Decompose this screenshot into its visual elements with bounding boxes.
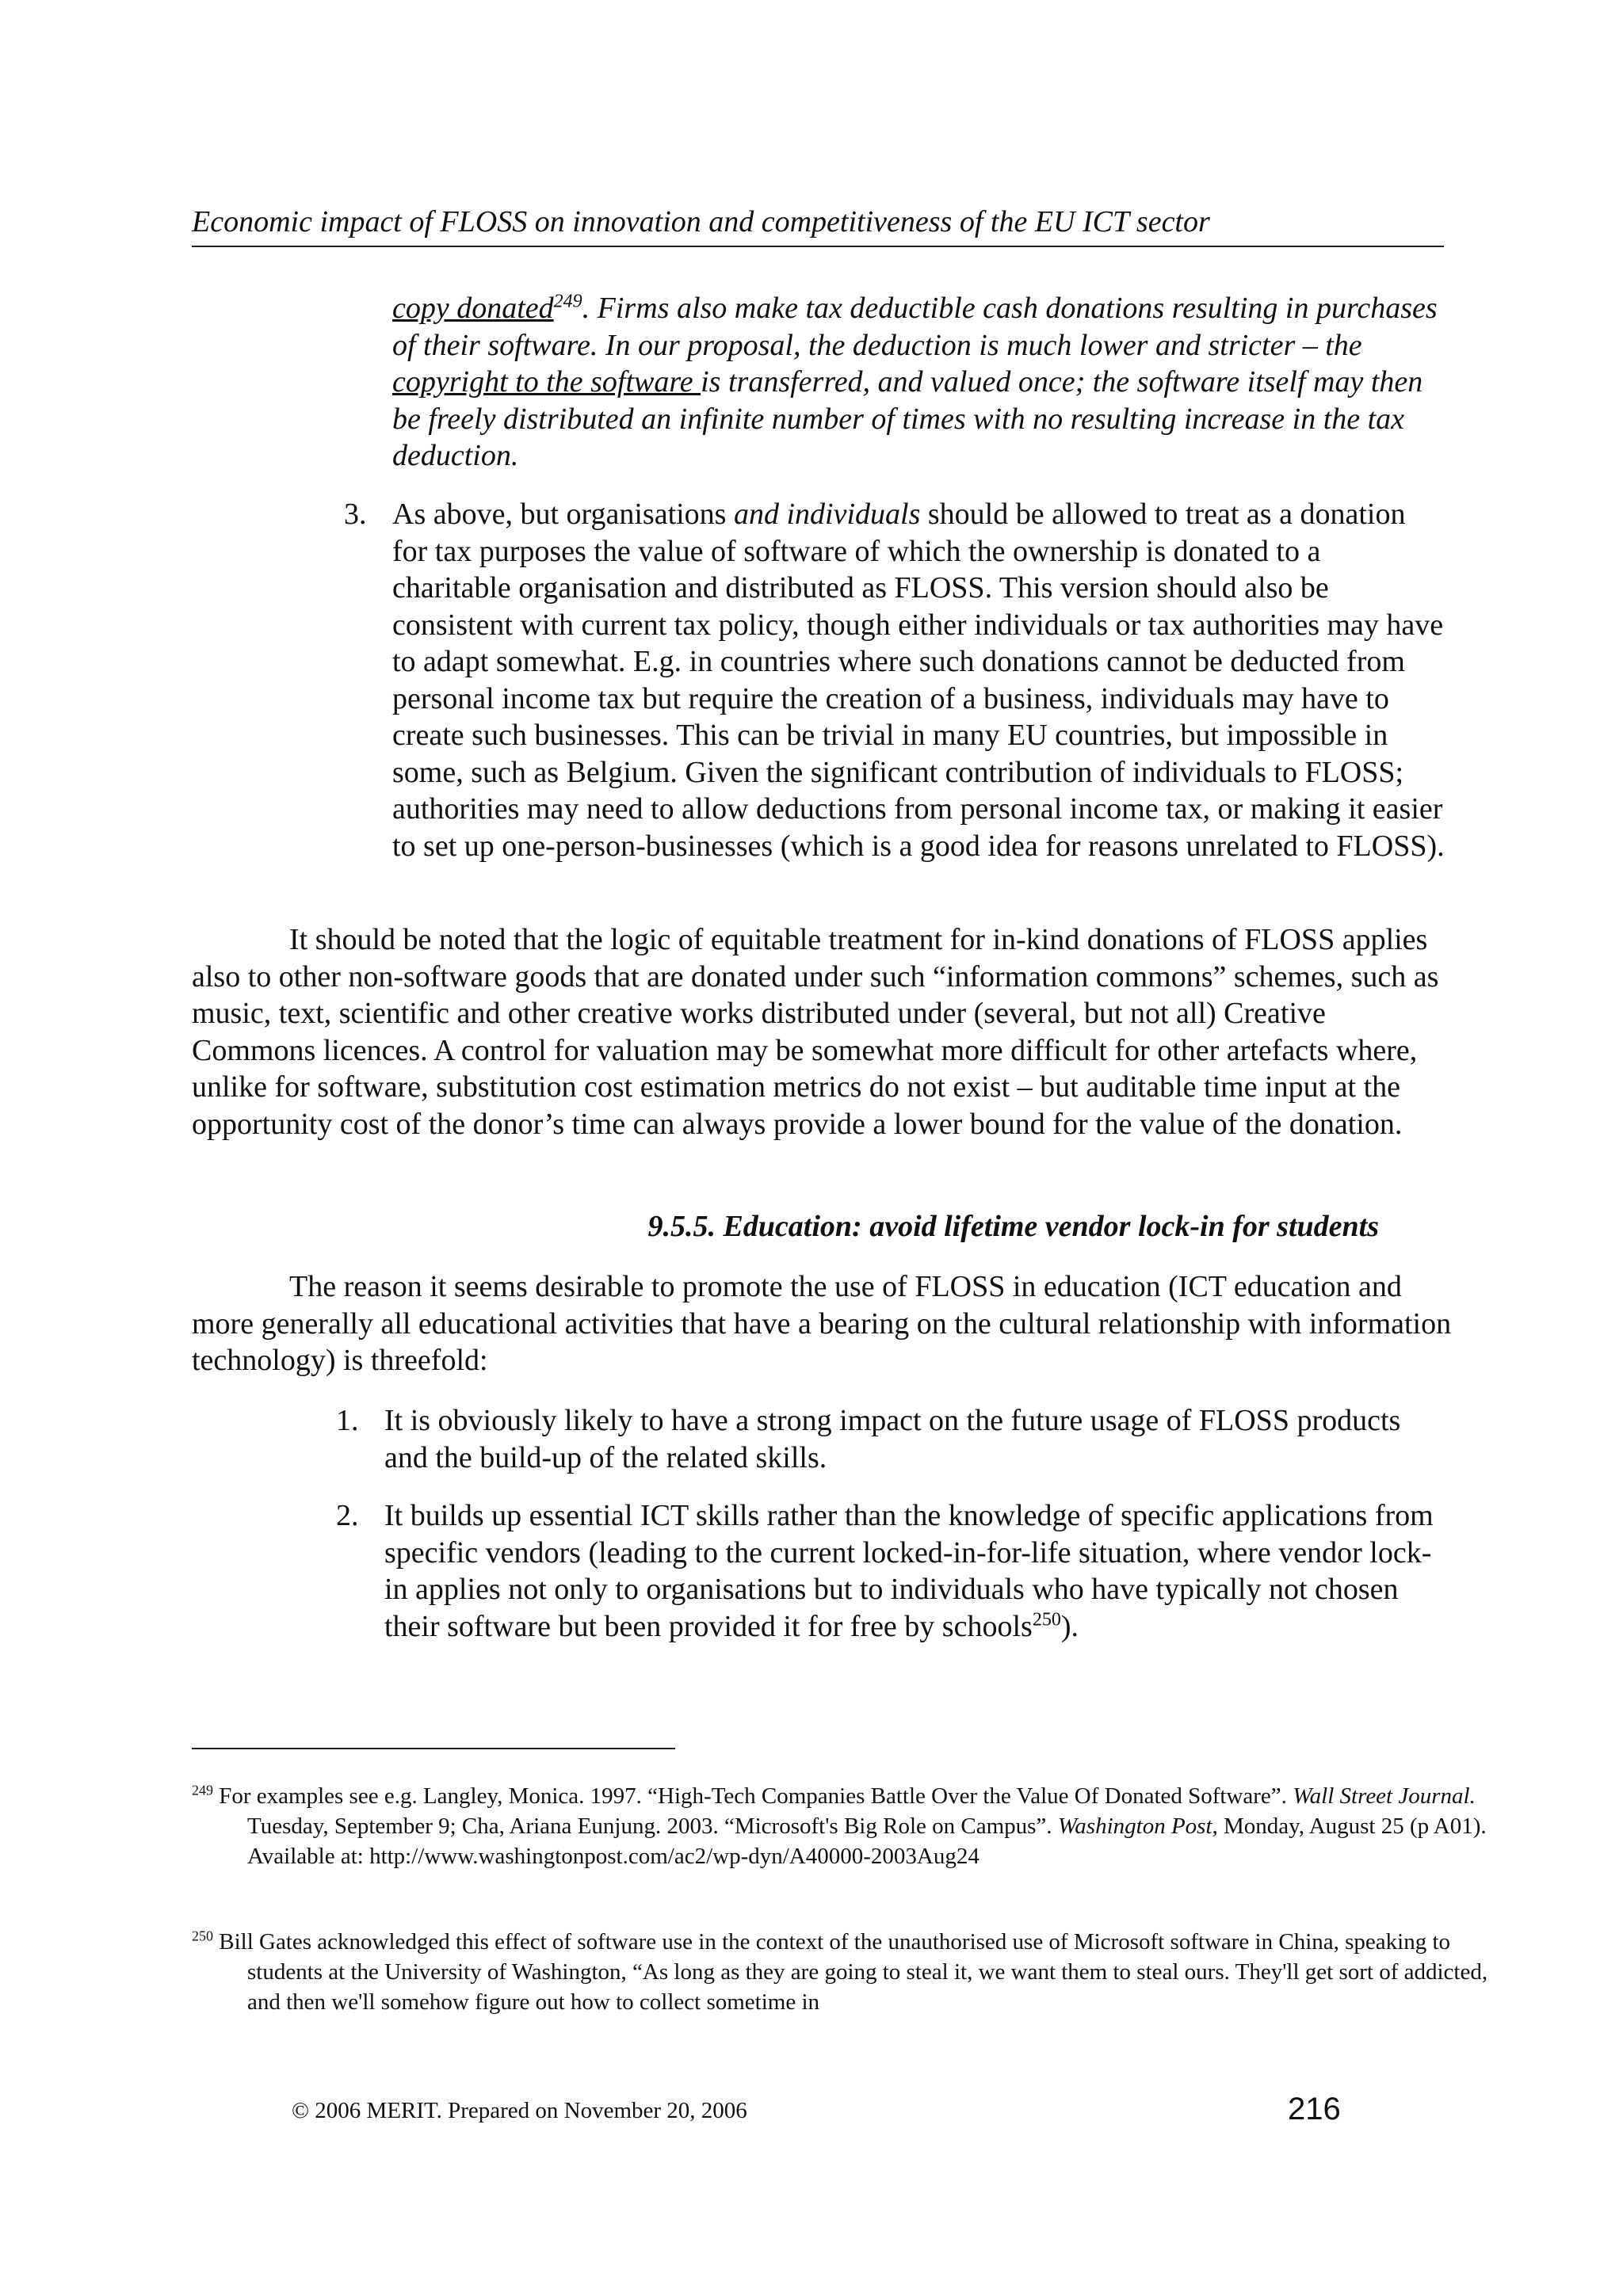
footnote-text: For examples see e.g. Langley, Monica. 1997. “High-Tech Companies Battle Over the Value Of Donated Software”. — [213, 1783, 1293, 1809]
body-text: should be allowed to treat as a donation for tax purposes the value of software of which the ownership is donated to a charitable organisation and distributed as FLOSS. This version should also be consistent with current tax policy, though either individuals or tax authorities may have to adapt somewhat. E.g. in countries where such donations cannot be deducted from personal income tax but require the creation of a business, individuals may have to create such businesses. This can be trivial in many EU countries, but impossible in some, such as Belgium. Given the significant contribution of individuals to FLOSS; authorities may need to allow deductions from personal income tax, or making it easier to set up one-person-businesses (which is a good idea for reasons unrelated to FLOSS). — [392, 498, 1445, 863]
footnote-ref: 250 — [1032, 1608, 1061, 1630]
footnote-mark: 249 — [192, 1782, 213, 1798]
page-number: 216 — [1288, 2092, 1341, 2126]
footer-copyright: © 2006 MERIT. Prepared on November 20, 2006 — [292, 2098, 747, 2123]
body-text: As above, but organisations — [392, 498, 734, 531]
list-item — [344, 496, 1445, 864]
underlined-phrase: copy donated — [392, 292, 554, 325]
footnote-text: Monday, August 25 (p A01). Available at: http://www.washingtonpost.com/ac2/wp-dyn/A40000-2003Aug24 — [247, 1814, 1487, 1869]
list-item — [336, 1402, 1445, 1476]
list-number: 3. — [344, 498, 367, 531]
body-text: is transferred, and valued once; the software itself may then be freely distributed an infinite number of times with no resulting increase in the tax deduction. — [392, 365, 1423, 472]
footnote-249 — [192, 1781, 1507, 1871]
list-item-text — [392, 496, 1445, 864]
list-item-text: It is obviously likely to have a strong impact on the future usage of FLOSS products and the build-up of the related skills. — [384, 1404, 1401, 1474]
paragraph: The reason it seems desirable to promote the use of FLOSS in education (ICT education and more generally all educational activities that have a bearing on the cultural relationship with information technology) is threefold: — [192, 1270, 1452, 1377]
section-heading: 9.5.5. Education: avoid lifetime vendor lock-in for students — [647, 1210, 1379, 1243]
footnote-250 — [192, 1927, 1507, 2017]
body-text: ). — [1060, 1609, 1079, 1643]
footnote-mark: 250 — [192, 1928, 213, 1944]
footnote-italic: Washington Post, — [1057, 1814, 1218, 1839]
list-item — [336, 1497, 1445, 1645]
paragraph: It should be noted that the logic of equitable treatment for in-kind donations of FLOSS applies also to other non-software goods that are donated under such “information commons” schemes, such as music, text, scientific and other creative works distributed under (several, but not all) Creative Commons licences. A control for valuation may be somewhat more difficult for other artefacts where, unlike for software, substitution cost estimation metrics do not exist – but auditable time input at the opportunity cost of the donor’s time can always provide a lower bound for the value of the donation. — [192, 923, 1439, 1141]
list-item-continuation — [392, 290, 1442, 475]
footnote-separator — [192, 1748, 675, 1749]
list-item-text — [384, 1497, 1445, 1645]
footnote-text: Tuesday, September 9; Cha, Ariana Eunjung. 2003. “Microsoft's Big Role on Campus”. — [247, 1814, 1058, 1839]
list-number: 1. — [336, 1404, 359, 1437]
footnote-ref: 249 — [553, 291, 582, 312]
body-text: It builds up essential ICT skills rather than the knowledge of specific applications from specific vendors (leading to the current locked-in-for-life situation, where vendor lock-in applies not only to organisations but to individuals who have typically not chosen their software but been provided it for free by schools — [384, 1499, 1434, 1643]
footnote-italic: Wall Street Journal. — [1293, 1783, 1476, 1809]
italic-text: and individuals — [733, 498, 921, 531]
running-header: Economic impact of FLOSS on innovation and competitiveness of the EU ICT sector — [192, 204, 1444, 247]
underlined-phrase: copyright to the software — [392, 365, 701, 399]
list-number: 2. — [336, 1499, 359, 1532]
body-text: . Firms also make tax deductible cash donations resulting in purchases of their software. In our proposal, the deduction is much lower and stricter – the — [392, 292, 1438, 362]
footnote-text: Bill Gates acknowledged this effect of software use in the context of the unauthorised use of Microsoft software in China, speaking to students at the University of Washington, “As long as they are going to steal it, we want them to steal ours. They'll get sort of addicted, and then we'll somehow figure out how to collect sometime in — [213, 1929, 1488, 2015]
